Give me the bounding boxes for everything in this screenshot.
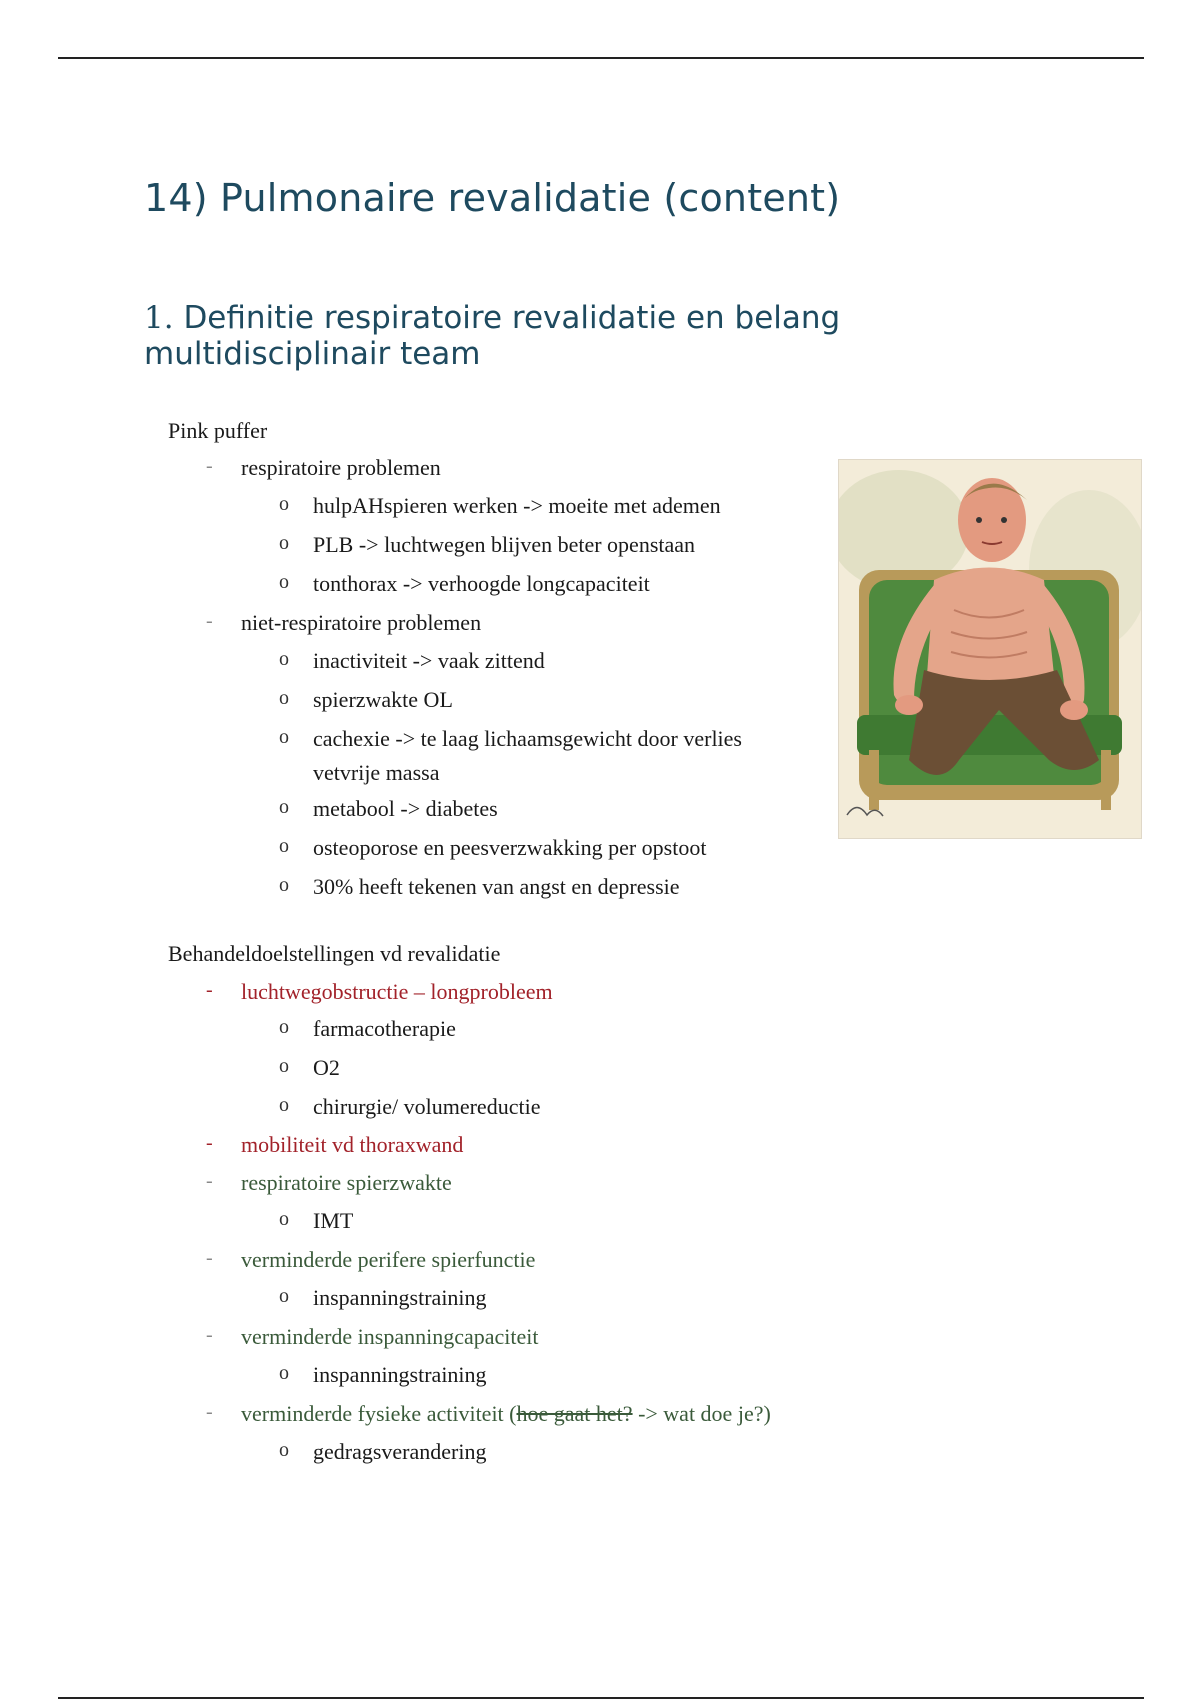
dash-bullet: -: [206, 1247, 213, 1269]
circle-bullet: o: [279, 493, 289, 515]
struck-text: hoe gaat het?: [516, 1401, 633, 1426]
list-item: osteoporose en peesverzwakking per opstoot: [313, 835, 707, 860]
section-title-line2: multidisciplinair team: [144, 336, 481, 372]
circle-bullet: o: [279, 1094, 289, 1116]
dash-bullet: -: [206, 1324, 213, 1346]
pink-puffer-drawing: [839, 460, 1141, 838]
list-item: PLB -> luchtwegen blijven beter openstaan: [313, 532, 696, 557]
circle-bullet: o: [279, 874, 289, 896]
goal-label: verminderde inspanningcapaciteit: [241, 1324, 539, 1349]
list-item: hulpAHspieren werken -> moeite met ademen: [313, 493, 721, 518]
list-item: metabool -> diabetes: [313, 796, 498, 821]
circle-bullet: o: [279, 1055, 289, 1077]
circle-bullet: o: [279, 532, 289, 554]
goal-label: respiratoire spierzwakte: [241, 1170, 452, 1195]
section-number: 1.: [144, 300, 174, 336]
goal-suffix: -> wat doe je?): [632, 1401, 771, 1426]
page-title: 14) Pulmonaire revalidatie (content): [144, 176, 841, 220]
circle-bullet: o: [279, 835, 289, 857]
dash-bullet: -: [206, 1132, 213, 1154]
list-item: IMT: [313, 1208, 354, 1233]
goal-label: luchtwegobstructie – longprobleem: [241, 979, 553, 1004]
list-item: inspanningstraining: [313, 1362, 487, 1387]
list-item: O2: [313, 1055, 340, 1080]
list-item: tonthorax -> verhoogde longcapaciteit: [313, 571, 650, 596]
behandel-heading: Behandeldoelstellingen vd revalidatie: [168, 941, 501, 966]
circle-bullet: o: [279, 1362, 289, 1384]
dash-bullet: -: [206, 1170, 213, 1192]
dash-bullet: -: [206, 610, 213, 632]
dash-bullet: -: [206, 979, 213, 1001]
goal-prefix: verminderde fysieke activiteit (: [241, 1401, 517, 1426]
circle-bullet: o: [279, 1439, 289, 1461]
list-item: gedragsverandering: [313, 1439, 487, 1464]
dash-bullet: -: [206, 1401, 213, 1423]
pink-puffer-heading: Pink puffer: [168, 418, 268, 443]
group-label: niet-respiratoire problemen: [241, 610, 482, 635]
list-item: inactiviteit -> vaak zittend: [313, 648, 545, 673]
list-item: 30% heeft tekenen van angst en depressie: [313, 874, 680, 899]
circle-bullet: o: [279, 726, 289, 748]
circle-bullet: o: [279, 648, 289, 670]
dash-bullet: -: [206, 455, 213, 477]
circle-bullet: o: [279, 796, 289, 818]
list-item: spierzwakte OL: [313, 687, 453, 712]
circle-bullet: o: [279, 1016, 289, 1038]
circle-bullet: o: [279, 571, 289, 593]
list-item: chirurgie/ volumereductie: [313, 1094, 541, 1119]
section-title-line1: Definitie respiratoire revalidatie en belang: [183, 300, 841, 336]
goal-label: mobiliteit vd thoraxwand: [241, 1132, 464, 1157]
list-item: farmacotherapie: [313, 1016, 456, 1041]
list-item: cachexie -> te laag lichaamsgewicht door verlies: [313, 726, 742, 751]
circle-bullet: o: [279, 1208, 289, 1230]
list-item: inspanningstraining: [313, 1285, 487, 1310]
goal-label: [241, 1401, 771, 1427]
list-item-continuation: vetvrije massa: [313, 760, 440, 785]
circle-bullet: o: [279, 687, 289, 709]
header-rule: [58, 57, 1144, 59]
group-label: respiratoire problemen: [241, 455, 441, 480]
goal-label: verminderde perifere spierfunctie: [241, 1247, 536, 1272]
footer-rule: [58, 1697, 1144, 1699]
pink-puffer-illustration: [838, 459, 1142, 839]
section-heading: [144, 300, 904, 372]
circle-bullet: o: [279, 1285, 289, 1307]
